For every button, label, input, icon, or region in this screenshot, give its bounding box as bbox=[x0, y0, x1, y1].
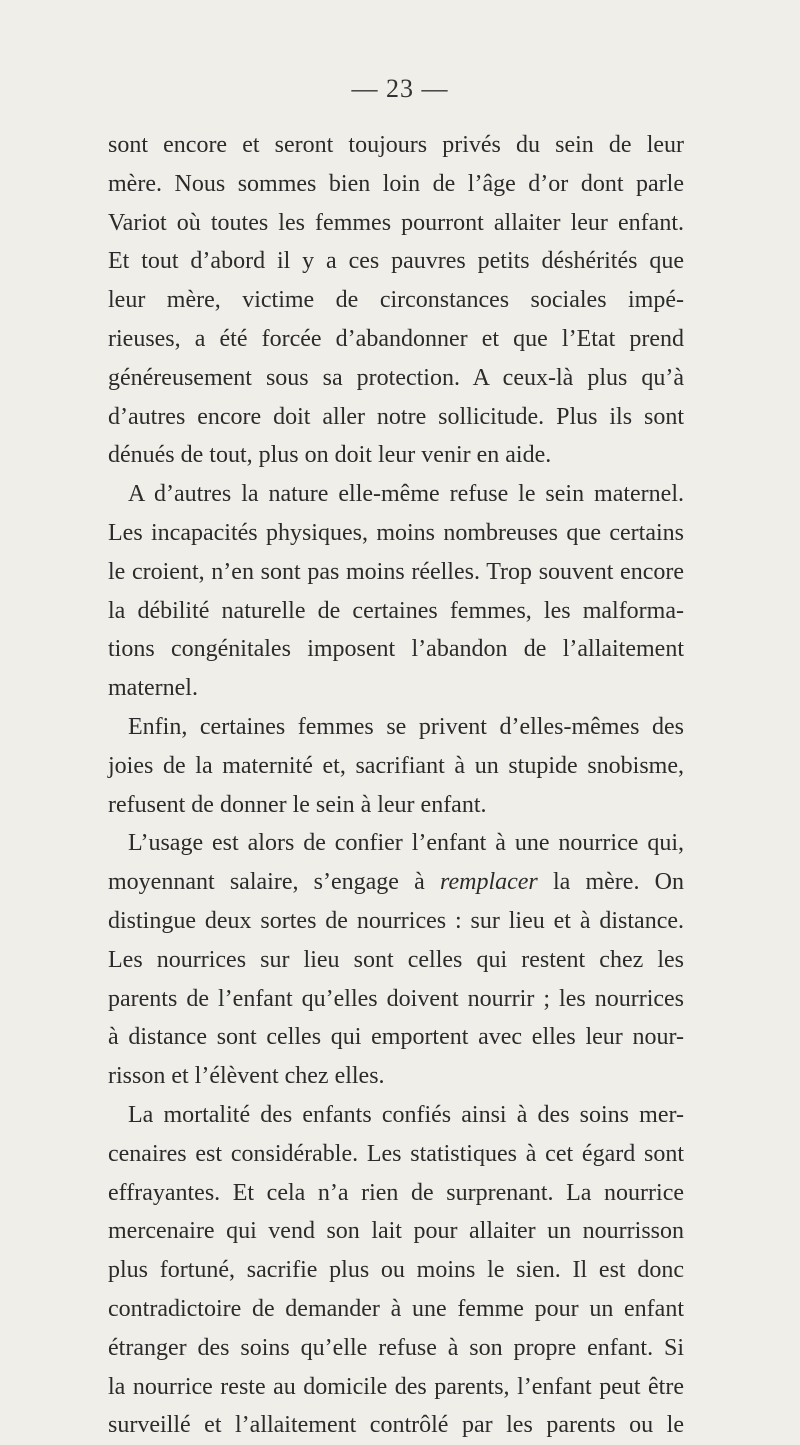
text-line: mère. Nous sommes bien loin de l’âge d’or dont parle bbox=[108, 170, 684, 197]
text-line: Les nourrices sur lieu sont celles qui restent chez les bbox=[108, 946, 684, 973]
paragraph-3 bbox=[108, 708, 684, 824]
text-line: la débilité naturelle de certaines femmes, les malforma- bbox=[108, 597, 684, 624]
text-line: surveillé et l’allaitement contrôlé par les parents ou le bbox=[108, 1412, 684, 1439]
text-line: effrayantes. Et cela n’a rien de surprenant. La nourrice bbox=[108, 1179, 684, 1206]
text-line: plus fortuné, sacrifie plus ou moins le sien. Il est donc bbox=[108, 1257, 684, 1284]
text-line: contradictoire de demander à une femme pour un enfant bbox=[108, 1295, 684, 1322]
text-line: leur mère, victime de circonstances sociales impé- bbox=[108, 287, 684, 314]
text-line: distingue deux sortes de nourrices : sur lieu et à distance. bbox=[108, 907, 684, 934]
text-line: A d’autres la nature elle-même refuse le sein maternel. bbox=[128, 481, 684, 508]
text-fragment: la mère. On bbox=[537, 869, 684, 896]
text-line: mercenaire qui vend son lait pour allaiter un nourrisson bbox=[108, 1218, 684, 1245]
text-line: joies de la maternité et, sacrifiant à un stupide snobisme, bbox=[108, 752, 684, 779]
text-line: d’autres encore doit aller notre sollicitude. Plus ils sont bbox=[108, 403, 684, 430]
text-line: sont encore et seront toujours privés du sein de leur bbox=[108, 132, 684, 158]
text-line: le croient, n’en sont pas moins réelles. Trop souvent encore bbox=[108, 558, 684, 585]
text-line: la nourrice reste au domicile des parents, l’enfant peut être bbox=[108, 1373, 684, 1400]
text-fragment: moyennant salaire, s’engage à bbox=[108, 869, 441, 896]
text-line-with-emphasis bbox=[108, 863, 684, 902]
paragraph-4 bbox=[108, 824, 684, 1096]
text-line: généreusement sous sa protection. A ceux-là plus qu’à bbox=[108, 364, 684, 391]
text-line: à distance sont celles qui emportent avec elles leur nour- bbox=[108, 1024, 684, 1051]
text-line: La mortalité des enfants confiés ainsi à des soins mer- bbox=[128, 1101, 684, 1128]
page-number: — 23 — bbox=[351, 74, 449, 103]
text-line: Variot où toutes les femmes pourront allaiter leur enfant. bbox=[108, 209, 684, 236]
text-line: risson et l’élèvent chez elles. bbox=[108, 1063, 385, 1090]
text-line: tions congénitales imposent l’abandon de l’allaitement bbox=[108, 636, 684, 663]
paragraph-2 bbox=[108, 475, 684, 708]
text-line: Et tout d’abord il y a ces pauvres petits déshérités que bbox=[108, 248, 684, 275]
text-line: étranger des soins qu’elle refuse à son propre enfant. Si bbox=[108, 1334, 684, 1361]
text-line: Les incapacités physiques, moins nombreuses que certains bbox=[108, 519, 684, 546]
text-line: parents de l’enfant qu’elles doivent nourrir ; les nourrices bbox=[108, 985, 684, 1012]
text-line: L’usage est alors de confier l’enfant à une nourrice qui, bbox=[128, 830, 684, 857]
text-line: cenaires est considérable. Les statistiques à cet égard sont bbox=[108, 1140, 684, 1167]
text-line: rieuses, a été forcée d’abandonner et que l’Etat prend bbox=[108, 325, 684, 352]
paragraph-1 bbox=[108, 126, 684, 475]
text-line: dénués de tout, plus on doit leur venir en aide. bbox=[108, 442, 552, 469]
text-line: refusent de donner le sein à leur enfant. bbox=[108, 791, 487, 818]
paragraph-5 bbox=[108, 1096, 684, 1445]
text-line: Enfin, certaines femmes se privent d’elles-mêmes des bbox=[128, 713, 684, 740]
body-text bbox=[108, 126, 684, 1445]
text-line: maternel. bbox=[108, 675, 198, 702]
emphasized-word: remplacer bbox=[440, 869, 538, 896]
